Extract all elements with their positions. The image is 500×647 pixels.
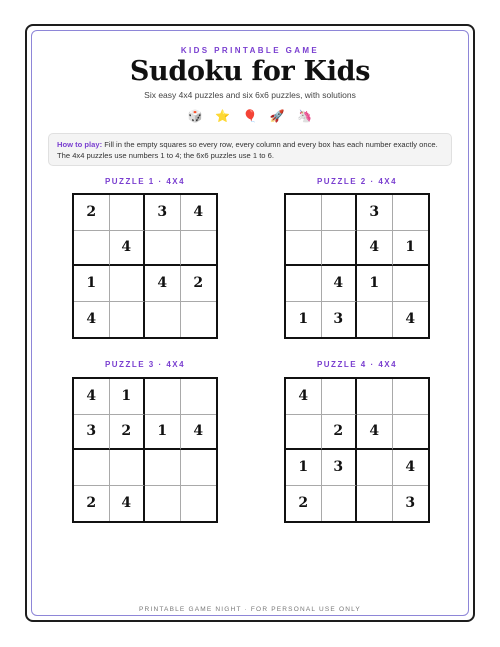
sudoku-cell[interactable]: 2 xyxy=(74,195,110,231)
sudoku-cell[interactable]: 2 xyxy=(286,486,322,522)
sudoku-cell[interactable] xyxy=(74,450,110,486)
puzzle-4-grid xyxy=(284,377,430,523)
footer-note: PRINTABLE GAME NIGHT · FOR PERSONAL USE ONLY xyxy=(139,606,361,613)
decorative-icons-row xyxy=(27,108,473,124)
printable-sheet xyxy=(25,24,475,622)
sudoku-cell[interactable]: 2 xyxy=(110,415,146,451)
sudoku-cell[interactable]: 4 xyxy=(74,379,110,415)
sudoku-cell[interactable]: 2 xyxy=(181,266,217,302)
sudoku-cell[interactable] xyxy=(181,302,217,338)
sudoku-cell[interactable]: 3 xyxy=(74,415,110,451)
sudoku-cell[interactable]: 1 xyxy=(145,415,181,451)
sudoku-cell[interactable]: 4 xyxy=(357,415,393,451)
sudoku-cell[interactable]: 4 xyxy=(110,486,146,522)
sudoku-cell[interactable] xyxy=(393,195,429,231)
sudoku-cell[interactable]: 3 xyxy=(322,302,358,338)
sudoku-cell[interactable]: 4 xyxy=(110,231,146,267)
sudoku-cell[interactable] xyxy=(145,302,181,338)
sudoku-cell[interactable]: 4 xyxy=(322,266,358,302)
sudoku-cell[interactable] xyxy=(145,486,181,522)
sudoku-cell[interactable] xyxy=(322,231,358,267)
sudoku-cell[interactable] xyxy=(393,379,429,415)
sudoku-cell[interactable] xyxy=(110,302,146,338)
sudoku-cell[interactable]: 3 xyxy=(145,195,181,231)
sudoku-cell[interactable]: 1 xyxy=(110,379,146,415)
sudoku-cell[interactable] xyxy=(181,450,217,486)
sudoku-cell[interactable] xyxy=(110,450,146,486)
sudoku-cell[interactable] xyxy=(145,231,181,267)
puzzle-2-grid xyxy=(284,193,430,339)
how-to-play-text: Fill in the empty squares so every row, every column and every box has each number exactly once. The 4x4 puzzles use numbers 1 to 4; the 6x6 puzzles use 1 to 6. xyxy=(57,140,438,160)
puzzle-4-title: PUZZLE 4 · 4X4 xyxy=(316,360,398,369)
sudoku-cell[interactable]: 3 xyxy=(322,450,358,486)
dice-icon: 🎲 xyxy=(187,109,203,123)
sudoku-cell[interactable] xyxy=(357,379,393,415)
sudoku-cell[interactable] xyxy=(393,266,429,302)
sudoku-cell[interactable] xyxy=(357,486,393,522)
sudoku-cell[interactable] xyxy=(322,379,358,415)
sudoku-cell[interactable] xyxy=(181,231,217,267)
sudoku-cell[interactable] xyxy=(357,450,393,486)
how-to-play-label: How to play: xyxy=(57,140,103,149)
sudoku-cell[interactable] xyxy=(110,266,146,302)
sudoku-cell[interactable]: 1 xyxy=(286,302,322,338)
sudoku-cell[interactable] xyxy=(286,231,322,267)
sudoku-cell[interactable] xyxy=(145,379,181,415)
subtitle: Six easy 4x4 puzzles and six 6x6 puzzles, with solutions xyxy=(144,90,356,100)
sudoku-cell[interactable] xyxy=(322,486,358,522)
sudoku-cell[interactable] xyxy=(357,302,393,338)
unicorn-icon: 🦄 xyxy=(297,109,313,123)
sudoku-cell[interactable]: 1 xyxy=(393,231,429,267)
sudoku-cell[interactable]: 1 xyxy=(357,266,393,302)
sudoku-cell[interactable]: 3 xyxy=(357,195,393,231)
balloon-icon: 🎈 xyxy=(242,109,258,123)
sudoku-cell[interactable] xyxy=(110,195,146,231)
kicker: KIDS PRINTABLE GAME xyxy=(180,46,320,55)
sudoku-cell[interactable] xyxy=(393,415,429,451)
puzzle-1-grid xyxy=(72,193,218,339)
sudoku-cell[interactable]: 3 xyxy=(405,495,416,512)
sudoku-cell[interactable] xyxy=(286,415,322,451)
sudoku-cell[interactable]: 4 xyxy=(181,415,217,451)
sudoku-cell[interactable] xyxy=(145,450,181,486)
sudoku-cell[interactable] xyxy=(181,379,217,415)
sudoku-cell[interactable] xyxy=(286,195,322,231)
sudoku-cell[interactable]: 2 xyxy=(74,486,110,522)
sudoku-cell[interactable]: 4 xyxy=(181,195,217,231)
sudoku-cell[interactable]: 4 xyxy=(357,231,393,267)
puzzle-1-title: PUZZLE 1 · 4X4 xyxy=(104,177,186,186)
puzzle-2-title: PUZZLE 2 · 4X4 xyxy=(316,177,398,186)
how-to-play-box xyxy=(48,133,452,166)
sudoku-cell[interactable]: 4 xyxy=(286,379,322,415)
sudoku-cell[interactable] xyxy=(322,195,358,231)
sudoku-cell[interactable]: 4 xyxy=(74,302,110,338)
puzzle-3-title: PUZZLE 3 · 4X4 xyxy=(104,360,186,369)
sudoku-cell[interactable]: 4 xyxy=(393,450,429,486)
sudoku-cell[interactable]: 1 xyxy=(74,266,110,302)
sudoku-cell[interactable]: 4 xyxy=(405,311,416,328)
rocket-icon: 🚀 xyxy=(269,109,285,123)
sudoku-cell[interactable] xyxy=(286,266,322,302)
page-title: Sudoku for Kids xyxy=(129,56,371,87)
sudoku-cell[interactable]: 1 xyxy=(286,450,322,486)
sudoku-cell[interactable] xyxy=(74,231,110,267)
sudoku-cell[interactable]: 4 xyxy=(145,266,181,302)
sudoku-cell[interactable]: 2 xyxy=(322,415,358,451)
puzzle-3-grid xyxy=(72,377,218,523)
star-icon: ⭐ xyxy=(215,109,231,123)
sudoku-cell[interactable] xyxy=(181,486,217,522)
